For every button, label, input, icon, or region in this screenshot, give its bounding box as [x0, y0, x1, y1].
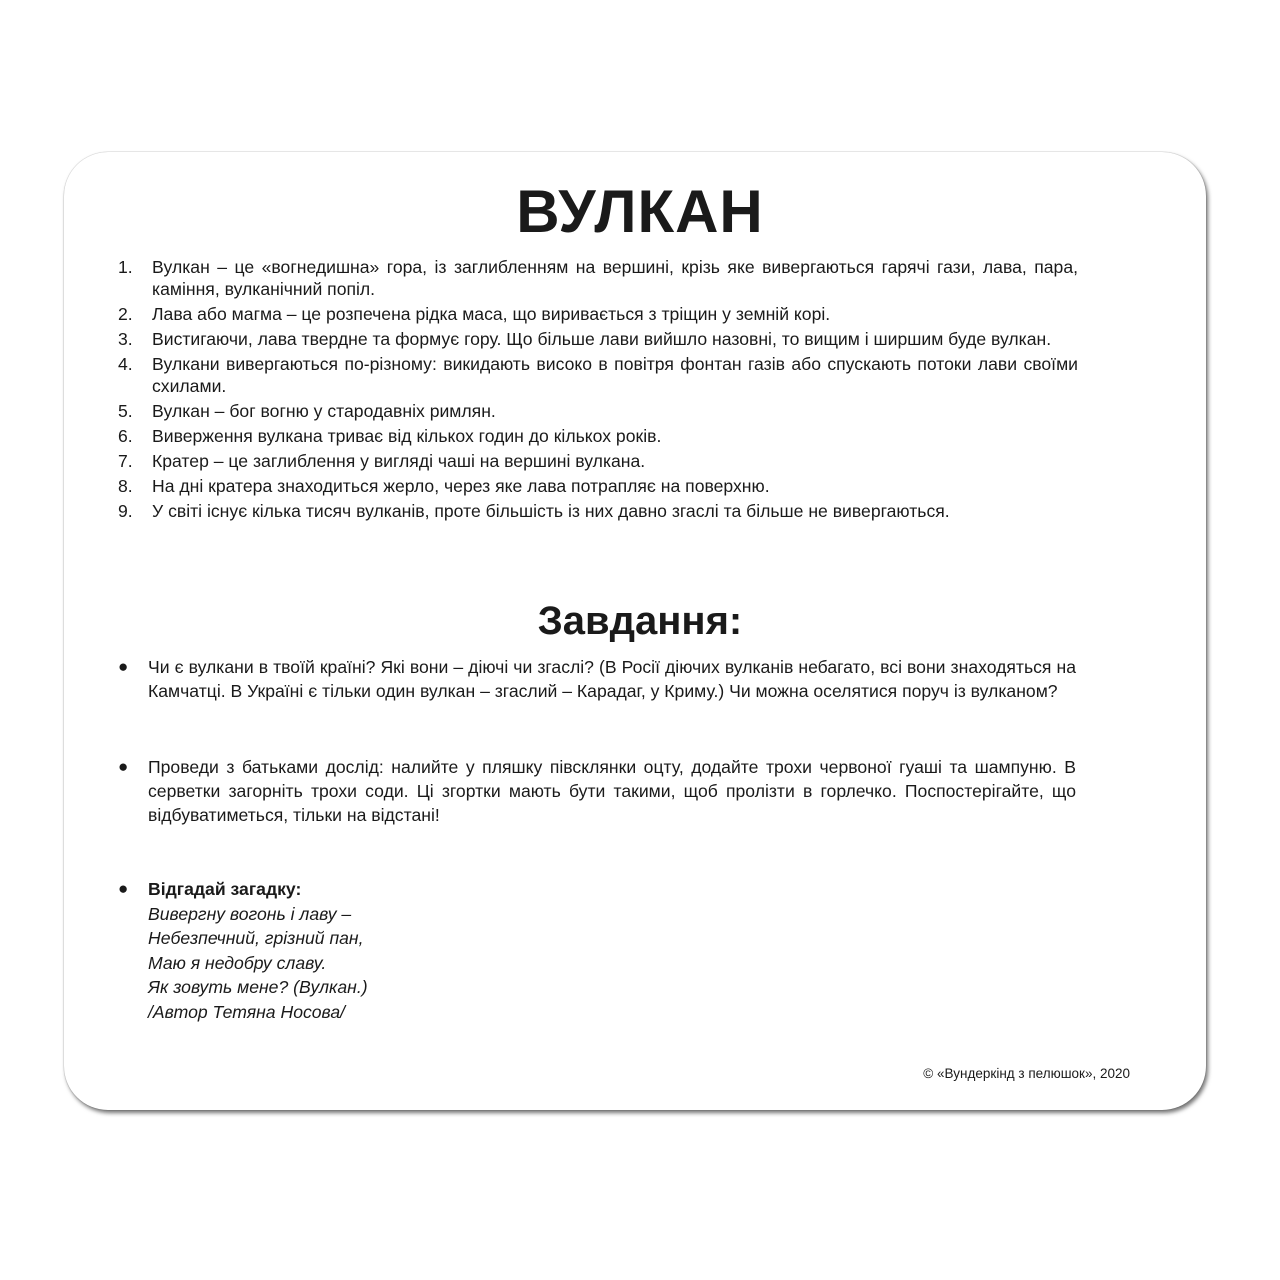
fact-item: [118, 400, 1078, 422]
fact-text: Виверження вулкана триває від кількох годин до кількох років.: [152, 426, 662, 446]
tasks-title: Завдання:: [537, 599, 743, 643]
fact-number: 6.: [118, 426, 133, 446]
fact-item: [118, 353, 1078, 397]
task-item: [118, 755, 1076, 827]
fact-text: Вулкан – бог вогню у стародавніх римлян.: [152, 401, 496, 421]
riddle-line: Небезпечний, грізний пан,: [148, 928, 364, 948]
riddle-block: [118, 877, 368, 1024]
bullet-icon: ●: [118, 657, 129, 676]
fact-text: Лава або магма – це розпечена рідка маса, що виривається з тріщин у земній корі.: [152, 304, 831, 324]
page-title: ВУЛКАН: [516, 178, 764, 245]
fact-number: 7.: [118, 451, 133, 471]
bullet-icon: ●: [118, 879, 129, 898]
fact-text: Вулкани вивергаються по-різному: викидають високо в повітря фонтан газів або спускають потоки лави своїми схилами.: [152, 354, 1078, 396]
fact-item: [118, 256, 1078, 300]
fact-item: [118, 425, 1078, 447]
riddle-heading: Відгадай загадку:: [148, 879, 302, 899]
copyright-notice: © «Вундеркінд з пелюшок», 2020: [923, 1066, 1130, 1081]
task-text: Чи є вулкани в твоїй країні? Які вони – діючі чи згаслі? (В Росії діючих вулканів небагато, всі вони знаходяться на Камчатці. В Україні є тільки один вулкан – згаслий – Карадаг, у Криму.) Чи можна оселятися поруч із вулканом?: [148, 657, 1076, 701]
riddle-line: Вивергну вогонь і лаву –: [148, 903, 352, 924]
fact-number: 4.: [118, 354, 133, 374]
fact-number: 8.: [118, 476, 133, 496]
fact-item: [118, 475, 1078, 497]
facts-list: [118, 256, 1078, 525]
fact-number: 2.: [118, 304, 133, 324]
task-item: [118, 655, 1076, 703]
riddle-line: Маю я недобру славу.: [148, 952, 327, 973]
riddle-author: /Автор Тетяна Носова/: [148, 1001, 346, 1022]
fact-number: 5.: [118, 401, 133, 421]
fact-item: [118, 328, 1078, 350]
task-text: Проведи з батьками дослід: налийте у пляшку півсклянки оцту, додайте трохи червоної гуаші та шампуню. В серветки загорніть трохи соди. Ці згортки мають бути такими, щоб пролізти в горлечко. Поспостерігайте, що відбуватиметься, тільки на відстані!: [148, 757, 1076, 825]
riddle-line: Як зовуть мене? (Вулкан.): [148, 977, 368, 997]
fact-text: На дні кратера знаходиться жерло, через яке лава потрапляє на поверхню.: [152, 476, 770, 496]
fact-text: Вистигаючи, лава твердне та формує гору. Що більше лави вийшло назовні, то вищим і ширшим буде вулкан.: [152, 329, 1052, 349]
fact-text: Кратер – це заглиблення у вигляді чаші на вершині вулкана.: [152, 451, 646, 471]
fact-text: Вулкан – це «вогнедишна» гора, із заглибленням на вершині, крізь яке вивергаються гарячі гази, лава, пара, каміння, вулканічний попіл.: [152, 257, 1078, 299]
fact-number: 1.: [118, 257, 133, 277]
fact-item: [118, 500, 1078, 522]
fact-item: [118, 303, 1078, 325]
fact-item: [118, 450, 1078, 472]
bullet-icon: ●: [118, 757, 129, 776]
fact-number: 3.: [118, 329, 133, 349]
info-card: [64, 152, 1206, 1110]
fact-number: 9.: [118, 501, 133, 521]
fact-text: У світі існує кілька тисяч вулканів, проте більшість із них давно згаслі та більше не вивергаються.: [152, 501, 950, 521]
